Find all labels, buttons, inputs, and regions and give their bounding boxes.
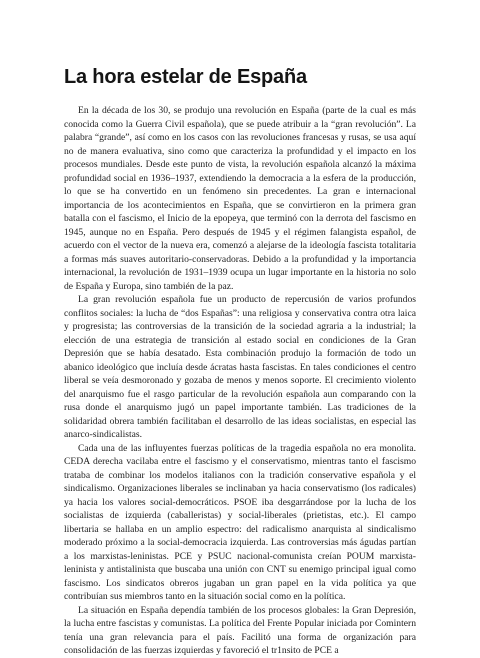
paragraph-3: Cada una de las influyentes fuerzas políticas de la tragedia española no era monolita. CEDA derecha vacilaba entre el fascismo y el conservatismo, mientras tanto el fascismo trataba de combinar los modelos italianos con la tradición conservative española y el sindicalismo. Organizaciones liberales se inclinaban ya hacia conservatismo (los radicales) ya hacia los valores social-democráticos. PSOE iba desgarrándose por la lucha de los socialistas de izquierda (caballeristas) y social-liberales (prietistas, etc.). El campo libertaria se hallaba en un amplio espectro: del radicalismo anarquista al sindicalismo moderado próximo a la social-democracia izquierda. Las controversias más águdas partían a los marxistas-leninistas. PCE y PSUC nacional-comunista creían POUM marxista-leninista y antistalinista que buscaba una unión con CNT su enemigo principal igual como fascismo. Los sindicatos obreros jugaban un gran papel en la vida política ya que contribuían sus miembros tanto en la situación social como en la política. <box>64 442 416 602</box>
paragraph-4: La situación en España dependía también de los procesos globales: la Gran Depresión, la lucha entre fascistas y comunistas. La política del Frente Popular iniciada por Comintern tenía una gran relevancia para el país. Facilitó una forma de organización para consolidación de las fuerzas izquierdas y favoreció el tr1nsito de PCE a <box>64 604 416 656</box>
body-text <box>64 104 416 658</box>
paragraph-2: La gran revolución española fue un producto de repercusión de varios profundos conflitos sociales: la lucha de “dos Españas”: una religiosa y conservativa contra otra laica y progresista; las controversias de la transición de la sociedad agraria a la industrial; la elección de una estrategia de transición al estado social en condiciones de la Gran Depresión que se había desatado. Esta combinación produjo la formación de todo un abanico ideológico que incluía desde ácratas hasta fascistas. En tales condiciones el centro liberal se veía desmoronado y gozaba de menos y menos soporte. El crecimiento violento del anarquismo fue el rasgo particular de la revolución española aun comparando con la rusa donde el anarquismo jugó un papel importante también. Las tradiciones de la solidaridad obrera también facilitaban el desarrollo de las ideas socialistas, en especial las anarco-sindicalistas. <box>64 294 416 440</box>
paragraph-1: En la década de los 30, se produjo una revolución en España (parte de la cual es más conocida como la Guerra Civil española), que se puede atribuir a la “gran revolución”. La palabra “grande”, así como en los casos con las revoluciones francesas y rusas, se usa aquí no de manera evaluativa, sino como que caracteriza la profundidad y el impacto en los procesos mundiales. Desde este punto de vista, la revolución española alcanzó la máxima profundidad social en 1936–1937, extendiendo la democracia a la esfera de la producción, lo que se ha convertido en un fenómeno sin precedentes. La gran e internacional importancia de los acontecimientos en España, que se convirtieron en la primera gran batalla con el fascismo, el Inicio de la epopeya, que terminó con la derrota del fascismo en 1945, aunque no en España. Pero después de 1945 y el régimen falangista español, de acuerdo con el vector de la nueva era, comenzó a alejarse de la ideología fascista totalitaria a formas más suaves autoritario-conservadoras. Debido a la profundidad y la importancia internacional, la revolución de 1931–1939 ocupa un lugar importante en la historia no solo de España y Europa, sino también de la paz. <box>64 105 416 292</box>
page-title: La hora estelar de España <box>64 66 307 88</box>
